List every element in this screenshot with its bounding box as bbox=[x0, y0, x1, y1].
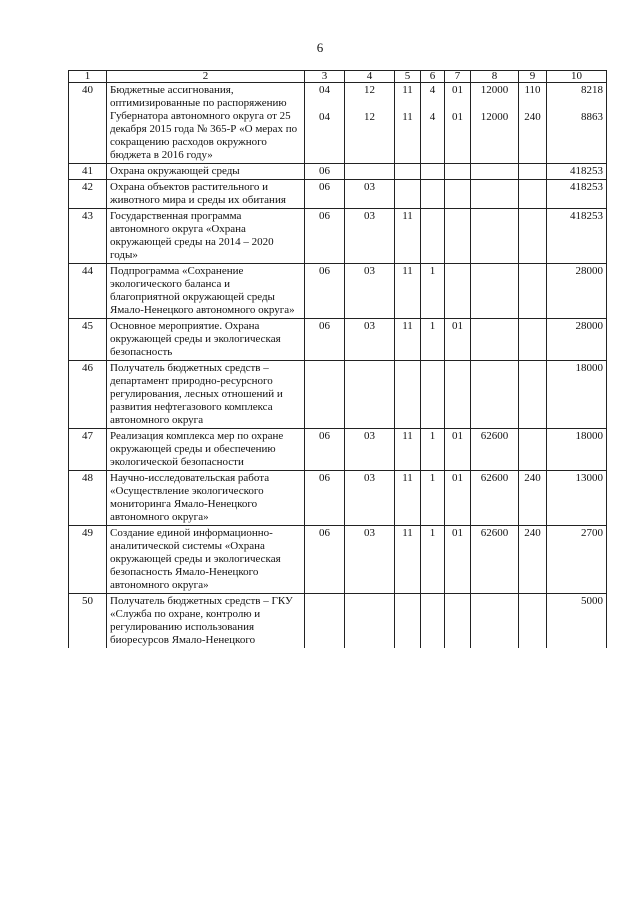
table-row bbox=[69, 361, 607, 429]
row-number: 50 bbox=[69, 594, 107, 649]
row-cell bbox=[421, 361, 445, 429]
row-number: 45 bbox=[69, 319, 107, 361]
row-cell: 06 bbox=[305, 180, 345, 209]
cell-value: 01 bbox=[452, 111, 463, 123]
cell-gap bbox=[398, 97, 417, 111]
row-cell bbox=[421, 180, 445, 209]
row-description: Научно-исследовательская работа «Осуществление экологического мониторинга Ямало-Ненецкого автономного округа» bbox=[107, 471, 305, 526]
row-cell: 11 bbox=[395, 471, 421, 526]
row-cell bbox=[519, 429, 547, 471]
row-cell bbox=[471, 164, 519, 180]
row-description: Охрана окружающей среды bbox=[107, 164, 305, 180]
row-cell: 18000 bbox=[547, 429, 607, 471]
row-description: Основное мероприятие. Охрана окружающей среды и экологическая безопасность bbox=[107, 319, 305, 361]
row-description: Бюджетные ассигнования, оптимизированные по распоряжению Губернатора автономного округа от 25 декабря 2015 года № 365-Р «О мерах по сокращению расходов окружного бюджета в 2016 году» bbox=[107, 83, 305, 164]
col-header: 4 bbox=[345, 71, 395, 83]
row-cell: 18000 bbox=[547, 361, 607, 429]
row-cell bbox=[519, 180, 547, 209]
cell-gap bbox=[448, 97, 467, 111]
row-cell bbox=[305, 361, 345, 429]
row-cell: 11 bbox=[395, 209, 421, 264]
row-cell: 13000 bbox=[547, 471, 607, 526]
row-cell bbox=[471, 209, 519, 264]
row-description: Реализация комплекса мер по охране окружающей среды и обеспечению экологической безопасности bbox=[107, 429, 305, 471]
row-cell bbox=[519, 83, 547, 164]
row-cell bbox=[519, 209, 547, 264]
cell-value: 01 bbox=[452, 84, 463, 96]
row-cell bbox=[395, 361, 421, 429]
row-cell bbox=[445, 594, 471, 649]
row-cell: 11 bbox=[395, 526, 421, 594]
row-cell: 06 bbox=[305, 264, 345, 319]
row-cell: 06 bbox=[305, 319, 345, 361]
row-cell bbox=[395, 164, 421, 180]
row-cell: 1 bbox=[421, 429, 445, 471]
table-row bbox=[69, 180, 607, 209]
row-number: 47 bbox=[69, 429, 107, 471]
row-cell bbox=[445, 83, 471, 164]
row-cell bbox=[471, 180, 519, 209]
row-number: 44 bbox=[69, 264, 107, 319]
row-description: Получатель бюджетных средств – ГКУ «Служба по охране, контролю и регулированию использования биоресурсов Ямало-Ненецкого bbox=[107, 594, 305, 649]
row-cell: 62600 bbox=[471, 429, 519, 471]
budget-table bbox=[68, 70, 607, 648]
cell-value: 110 bbox=[524, 84, 541, 96]
row-cell bbox=[345, 83, 395, 164]
row-cell bbox=[471, 594, 519, 649]
row-cell bbox=[547, 83, 607, 164]
row-cell: 62600 bbox=[471, 526, 519, 594]
cell-gap bbox=[424, 97, 441, 111]
cell-value: 12 bbox=[364, 84, 375, 96]
page-number: 6 bbox=[316, 40, 324, 55]
row-number: 48 bbox=[69, 471, 107, 526]
row-cell: 11 bbox=[395, 429, 421, 471]
row-cell: 240 bbox=[519, 526, 547, 594]
row-cell: 2700 bbox=[547, 526, 607, 594]
col-header: 9 bbox=[519, 71, 547, 83]
cell-value: 4 bbox=[429, 84, 436, 96]
row-cell bbox=[395, 594, 421, 649]
row-cell bbox=[445, 361, 471, 429]
col-header: 5 bbox=[395, 71, 421, 83]
col-header: 10 bbox=[547, 71, 607, 83]
table-row bbox=[69, 319, 607, 361]
row-cell bbox=[305, 594, 345, 649]
row-cell bbox=[471, 319, 519, 361]
cell-value: 8218 bbox=[581, 84, 603, 96]
table-row bbox=[69, 83, 607, 164]
row-cell: 240 bbox=[519, 471, 547, 526]
row-number: 49 bbox=[69, 526, 107, 594]
row-cell bbox=[421, 164, 445, 180]
row-number: 41 bbox=[69, 164, 107, 180]
row-cell bbox=[395, 180, 421, 209]
row-cell bbox=[305, 83, 345, 164]
row-cell: 06 bbox=[305, 164, 345, 180]
row-cell bbox=[445, 264, 471, 319]
row-cell bbox=[395, 83, 421, 164]
row-cell bbox=[471, 83, 519, 164]
cell-value: 04 bbox=[319, 111, 330, 123]
row-cell: 418253 bbox=[547, 164, 607, 180]
cell-value: 8863 bbox=[581, 111, 603, 123]
row-cell: 1 bbox=[421, 526, 445, 594]
row-cell: 03 bbox=[345, 526, 395, 594]
table-row bbox=[69, 209, 607, 264]
row-cell: 06 bbox=[305, 429, 345, 471]
row-cell: 06 bbox=[305, 526, 345, 594]
col-header: 7 bbox=[445, 71, 471, 83]
table-row bbox=[69, 429, 607, 471]
row-cell bbox=[519, 361, 547, 429]
cell-value: 04 bbox=[319, 84, 330, 96]
row-description: Охрана объектов растительного и животного мира и среды их обитания bbox=[107, 180, 305, 209]
table-row bbox=[69, 594, 607, 649]
cell-gap bbox=[348, 97, 391, 111]
row-cell: 03 bbox=[345, 209, 395, 264]
row-cell: 28000 bbox=[547, 264, 607, 319]
cell-gap bbox=[550, 97, 603, 111]
col-header: 1 bbox=[69, 71, 107, 83]
row-cell bbox=[471, 264, 519, 319]
row-cell: 01 bbox=[445, 526, 471, 594]
row-cell bbox=[421, 83, 445, 164]
cell-gap bbox=[522, 97, 543, 111]
row-cell: 28000 bbox=[547, 319, 607, 361]
row-description: Получатель бюджетных средств – департамент природно-ресурсного регулирования, лесных отношений и развития нефтегазового комплекса автономного округа bbox=[107, 361, 305, 429]
row-cell: 11 bbox=[395, 319, 421, 361]
row-number: 40 bbox=[69, 83, 107, 164]
row-description: Государственная программа автономного округа «Охрана окружающей среды на 2014 – 2020 годы» bbox=[107, 209, 305, 264]
row-number: 46 bbox=[69, 361, 107, 429]
row-cell: 1 bbox=[421, 264, 445, 319]
cell-value: 12 bbox=[364, 111, 375, 123]
row-cell bbox=[519, 264, 547, 319]
row-cell: 03 bbox=[345, 429, 395, 471]
row-cell: 03 bbox=[345, 319, 395, 361]
row-cell: 01 bbox=[445, 319, 471, 361]
col-header: 2 bbox=[107, 71, 305, 83]
col-header: 6 bbox=[421, 71, 445, 83]
cell-value: 4 bbox=[429, 111, 436, 123]
col-header: 3 bbox=[305, 71, 345, 83]
row-cell: 03 bbox=[345, 180, 395, 209]
row-number: 42 bbox=[69, 180, 107, 209]
row-cell: 03 bbox=[345, 264, 395, 319]
cell-value: 240 bbox=[524, 111, 541, 123]
table-row bbox=[69, 164, 607, 180]
row-description: Создание единой информационно-аналитической системы «Охрана окружающей среды и экологическая безопасность Ямало-Ненецкого автономного округа» bbox=[107, 526, 305, 594]
row-number: 43 bbox=[69, 209, 107, 264]
cell-value: 11 bbox=[402, 111, 413, 123]
row-cell bbox=[421, 209, 445, 264]
col-header: 8 bbox=[471, 71, 519, 83]
row-cell bbox=[345, 361, 395, 429]
row-cell: 01 bbox=[445, 471, 471, 526]
row-cell: 1 bbox=[421, 471, 445, 526]
row-cell: 01 bbox=[445, 429, 471, 471]
row-cell: 11 bbox=[395, 264, 421, 319]
row-cell bbox=[445, 164, 471, 180]
table-row bbox=[69, 471, 607, 526]
table-body bbox=[69, 71, 607, 649]
row-cell bbox=[519, 164, 547, 180]
cell-value: 12000 bbox=[480, 111, 509, 123]
row-description: Подпрограмма «Сохранение экологического баланса и благоприятной окружающей среды Ямало-Ненецкого автономного округа» bbox=[107, 264, 305, 319]
row-cell: 06 bbox=[305, 209, 345, 264]
row-cell bbox=[345, 164, 395, 180]
row-cell: 418253 bbox=[547, 209, 607, 264]
row-cell bbox=[345, 594, 395, 649]
row-cell bbox=[445, 180, 471, 209]
row-cell bbox=[519, 319, 547, 361]
row-cell bbox=[421, 594, 445, 649]
table-row bbox=[69, 526, 607, 594]
header-row bbox=[69, 71, 607, 83]
row-cell: 418253 bbox=[547, 180, 607, 209]
row-cell: 06 bbox=[305, 471, 345, 526]
row-cell: 1 bbox=[421, 319, 445, 361]
row-cell bbox=[519, 594, 547, 649]
cell-gap bbox=[308, 97, 341, 111]
cell-gap bbox=[474, 97, 515, 111]
row-cell bbox=[445, 209, 471, 264]
row-cell: 03 bbox=[345, 471, 395, 526]
table-row bbox=[69, 264, 607, 319]
row-cell: 5000 bbox=[547, 594, 607, 649]
row-cell bbox=[471, 361, 519, 429]
cell-value: 11 bbox=[402, 84, 413, 96]
cell-value: 12000 bbox=[480, 84, 509, 96]
row-cell: 62600 bbox=[471, 471, 519, 526]
